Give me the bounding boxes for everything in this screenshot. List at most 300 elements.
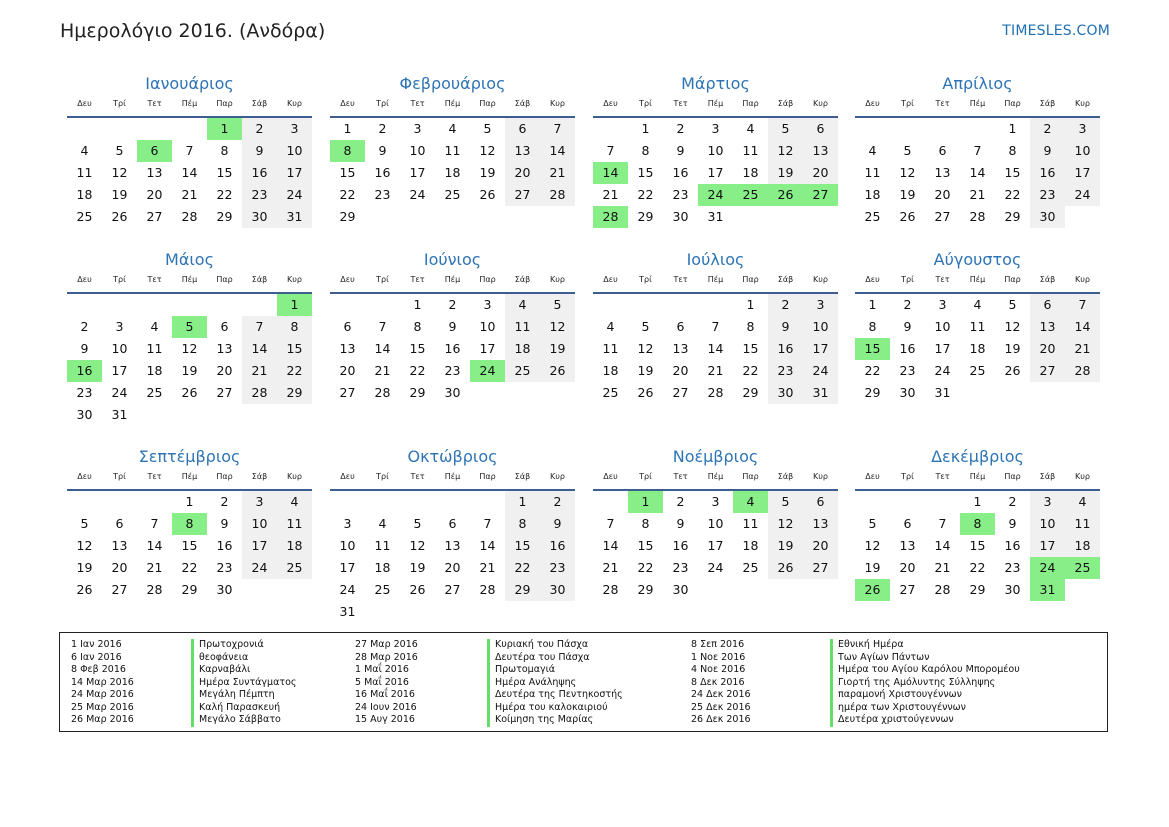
weekday-label: Σάβ	[514, 472, 531, 481]
weekday-label: Πέμ	[707, 99, 724, 108]
weekday-label: Δευ	[77, 472, 92, 481]
day-cell: 19	[409, 560, 426, 575]
day-cell: 10	[707, 143, 724, 158]
day-cell: 21	[602, 187, 619, 202]
day-cell: 14	[593, 162, 628, 184]
legend-holiday-name: Κοίμηση της Μαρίας	[487, 714, 623, 727]
day-cell: 1	[746, 297, 755, 312]
day-cell: 24	[339, 582, 356, 597]
day-cell: 16	[67, 360, 102, 382]
day-cell: 19	[768, 535, 803, 557]
day-cell: 12	[768, 140, 803, 162]
weekday-label: Κυρ	[550, 275, 565, 284]
weekday-label: Τρί	[113, 275, 126, 284]
day-cell: 6	[220, 319, 229, 334]
weekday-label: Σάβ	[1039, 99, 1056, 108]
empty-cell	[593, 294, 628, 316]
day-cell: 16	[540, 535, 575, 557]
legend-date: 1 Ιαν 2016	[71, 639, 122, 650]
day-cell: 1	[505, 491, 540, 513]
day-cell: 27	[339, 385, 356, 400]
legend-holiday-name: Ημέρα Συντάγματος	[191, 677, 296, 690]
day-cell: 26	[855, 579, 890, 601]
day-cell: 11	[742, 516, 759, 531]
legend-date: 26 Δεκ 2016	[691, 714, 751, 725]
day-grid	[330, 294, 575, 404]
day-cell: 18	[76, 187, 93, 202]
empty-cell	[855, 491, 890, 513]
day-cell: 8	[746, 319, 755, 334]
day-cell: 14	[969, 165, 986, 180]
day-cell: 1	[1008, 121, 1017, 136]
day-cell: 23	[540, 557, 575, 579]
legend-holiday-name: Δευτέρα του Πάσχα	[487, 652, 623, 665]
day-cell: 24	[409, 187, 426, 202]
legend-date: 4 Νοε 2016	[691, 664, 746, 675]
legend-date: 24 Δεκ 2016	[691, 689, 751, 700]
day-cell: 19	[864, 560, 881, 575]
day-cell: 4	[733, 491, 768, 513]
brand-link[interactable]: TIMESLES.COM	[1002, 23, 1110, 39]
day-cell: 24	[698, 184, 733, 206]
day-cell: 13	[505, 140, 540, 162]
day-cell: 19	[899, 187, 916, 202]
day-cell: 29	[277, 382, 312, 404]
day-cell: 20	[672, 363, 689, 378]
day-cell: 8	[505, 513, 540, 535]
day-cell: 8	[868, 319, 877, 334]
day-cell: 25	[76, 209, 93, 224]
day-cell: 28	[181, 209, 198, 224]
day-cell: 12	[768, 513, 803, 535]
day-cell: 27	[146, 209, 163, 224]
day-cell: 26	[181, 385, 198, 400]
day-cell: 16	[768, 338, 803, 360]
weekday-label: Σάβ	[1039, 472, 1056, 481]
weekday-label: Σάβ	[1039, 275, 1056, 284]
day-cell: 26	[111, 209, 128, 224]
day-cell: 27	[803, 184, 838, 206]
day-cell: 29	[181, 582, 198, 597]
empty-cell	[67, 118, 102, 140]
day-cell: 1	[413, 297, 422, 312]
day-cell: 2	[242, 118, 277, 140]
day-cell: 6	[115, 516, 124, 531]
weekday-label: Σάβ	[777, 472, 794, 481]
day-cell: 22	[505, 557, 540, 579]
legend-date: 6 Ιαν 2016	[71, 651, 122, 663]
day-cell: 20	[934, 187, 951, 202]
weekday-header	[67, 271, 312, 294]
day-cell: 3	[277, 118, 312, 140]
day-cell: 8	[172, 513, 207, 535]
day-cell: 20	[146, 187, 163, 202]
legend-date: 28 Μαρ 2016	[355, 651, 418, 663]
weekday-label: Δευ	[603, 275, 618, 284]
legend-date: 24 Μαρ 2016	[71, 689, 134, 700]
legend-date: 1 Νοε 2016	[691, 651, 746, 663]
day-cell: 9	[80, 341, 89, 356]
day-cell: 16	[672, 538, 689, 553]
weekday-header	[855, 95, 1100, 118]
day-cell: 4	[505, 294, 540, 316]
day-cell: 17	[1030, 535, 1065, 557]
day-cell: 22	[637, 187, 654, 202]
day-cell: 25	[444, 187, 461, 202]
weekday-label: Κυρ	[287, 275, 302, 284]
weekday-label: Δευ	[603, 99, 618, 108]
legend-dates-col-3	[691, 639, 751, 727]
day-cell: 20	[339, 363, 356, 378]
day-cell: 31	[707, 209, 724, 224]
weekday-label: Πέμ	[444, 99, 461, 108]
month-name: Σεπτέμβριος	[138, 447, 241, 466]
day-cell: 20	[444, 560, 461, 575]
day-cell: 8	[641, 143, 650, 158]
day-cell: 3	[1030, 491, 1065, 513]
day-grid	[593, 491, 838, 601]
day-cell: 24	[934, 363, 951, 378]
weekday-label: Κυρ	[287, 99, 302, 108]
day-cell: 24	[242, 557, 277, 579]
day-cell: 11	[277, 513, 312, 535]
weekday-label: Τρί	[113, 472, 126, 481]
day-cell: 7	[185, 143, 194, 158]
day-cell: 10	[409, 143, 426, 158]
day-cell: 5	[540, 294, 575, 316]
day-cell: 13	[672, 341, 689, 356]
day-cell: 23	[216, 560, 233, 575]
day-cell: 24	[470, 360, 505, 382]
day-cell: 2	[903, 297, 912, 312]
day-cell: 29	[339, 209, 356, 224]
day-cell: 6	[448, 516, 457, 531]
day-cell: 19	[111, 187, 128, 202]
empty-cell	[172, 294, 207, 316]
weekday-label: Τετ	[410, 275, 425, 284]
month-name: Οκτώβριος	[407, 447, 498, 466]
empty-cell	[137, 491, 172, 513]
legend-holiday-name: Ημέρα του καλοκαιριού	[487, 702, 623, 715]
day-cell: 26	[768, 557, 803, 579]
day-cell: 14	[540, 140, 575, 162]
day-cell: 15	[277, 338, 312, 360]
empty-cell	[330, 491, 365, 513]
legend-date: 16 Μαΐ 2016	[355, 689, 415, 700]
day-cell: 14	[934, 538, 951, 553]
day-grid	[855, 491, 1100, 601]
month-name: Μάιος	[165, 250, 214, 269]
day-cell: 2	[1030, 118, 1065, 140]
day-cell: 16	[1004, 538, 1021, 553]
day-cell: 9	[540, 513, 575, 535]
empty-cell	[242, 294, 277, 316]
day-cell: 3	[242, 491, 277, 513]
legend-holiday-name: θεοφάνεια	[191, 652, 296, 665]
day-cell: 4	[150, 319, 159, 334]
month-calendar	[330, 73, 575, 228]
day-cell: 11	[969, 319, 986, 334]
day-cell: 10	[111, 341, 128, 356]
day-cell: 2	[220, 494, 229, 509]
day-cell: 27	[803, 557, 838, 579]
month-calendar	[593, 73, 838, 228]
day-cell: 13	[146, 165, 163, 180]
day-cell: 19	[181, 363, 198, 378]
weekday-label: Παρ	[216, 472, 233, 481]
day-cell: 22	[277, 360, 312, 382]
day-cell: 23	[768, 360, 803, 382]
day-cell: 13	[444, 538, 461, 553]
day-cell: 15	[216, 165, 233, 180]
legend-holiday-name: Καλή Παρασκευή	[191, 702, 296, 715]
day-cell: 17	[707, 538, 724, 553]
weekday-label: Δευ	[865, 275, 880, 284]
day-cell: 25	[505, 360, 540, 382]
month-calendar	[855, 249, 1100, 404]
day-cell: 28	[934, 582, 951, 597]
day-cell: 9	[903, 319, 912, 334]
legend-date: 8 Φεβ 2016	[71, 664, 126, 675]
day-cell: 29	[409, 385, 426, 400]
day-cell: 10	[1065, 140, 1100, 162]
day-cell: 26	[409, 582, 426, 597]
day-cell: 3	[711, 121, 720, 136]
weekday-label: Κυρ	[550, 472, 565, 481]
day-cell: 3	[413, 121, 422, 136]
day-cell: 14	[479, 538, 496, 553]
day-cell: 20	[803, 535, 838, 557]
day-cell: 24	[1065, 184, 1100, 206]
day-cell: 11	[444, 143, 461, 158]
weekday-label: Σάβ	[514, 99, 531, 108]
day-cell: 22	[339, 187, 356, 202]
weekday-label: Τετ	[935, 275, 950, 284]
weekday-label: Παρ	[1004, 472, 1021, 481]
weekday-label: Τετ	[410, 472, 425, 481]
legend-holiday-name: ημέρα των Χριστουγέννων	[830, 702, 1020, 715]
day-cell: 3	[483, 297, 492, 312]
day-cell: 31	[1030, 579, 1065, 601]
day-cell: 7	[242, 316, 277, 338]
day-cell: 13	[899, 538, 916, 553]
day-cell: 13	[339, 341, 356, 356]
day-cell: 29	[969, 582, 986, 597]
day-cell: 5	[1008, 297, 1017, 312]
day-cell: 4	[80, 143, 89, 158]
day-cell: 16	[672, 165, 689, 180]
day-cell: 22	[409, 363, 426, 378]
day-cell: 28	[707, 385, 724, 400]
day-cell: 3	[803, 294, 838, 316]
empty-cell	[663, 294, 698, 316]
day-cell: 15	[409, 341, 426, 356]
month-name: Μάρτιος	[681, 74, 750, 93]
day-cell: 31	[803, 382, 838, 404]
empty-cell	[855, 118, 890, 140]
weekday-header	[855, 271, 1100, 294]
day-cell: 15	[505, 535, 540, 557]
day-cell: 17	[934, 341, 951, 356]
month-calendar	[330, 446, 575, 623]
day-cell: 27	[899, 582, 916, 597]
weekday-label: Πέμ	[707, 472, 724, 481]
legend-holiday-name: Μεγάλη Πέμπτη	[191, 689, 296, 702]
day-cell: 12	[409, 538, 426, 553]
empty-cell	[365, 491, 400, 513]
day-cell: 28	[1065, 360, 1100, 382]
day-cell: 11	[1065, 513, 1100, 535]
legend-names-col-2	[487, 639, 623, 727]
day-cell: 25	[864, 209, 881, 224]
legend-date: 14 Μαρ 2016	[71, 676, 134, 688]
day-cell: 12	[540, 316, 575, 338]
legend-holiday-name: Δευτέρα χριστούγεννων	[830, 714, 1020, 727]
day-cell: 19	[479, 165, 496, 180]
day-cell: 4	[606, 319, 615, 334]
day-cell: 13	[216, 341, 233, 356]
weekday-label: Παρ	[742, 99, 759, 108]
day-cell: 27	[444, 582, 461, 597]
empty-cell	[470, 491, 505, 513]
empty-cell	[960, 118, 995, 140]
weekday-label: Τετ	[673, 472, 688, 481]
day-cell: 19	[637, 363, 654, 378]
day-cell: 26	[76, 582, 93, 597]
weekday-label: Τρί	[901, 99, 914, 108]
weekday-label: Παρ	[479, 472, 496, 481]
day-cell: 1	[277, 294, 312, 316]
day-cell: 25	[1065, 557, 1100, 579]
legend-date: 8 Δεκ 2016	[691, 676, 745, 688]
day-cell: 9	[676, 516, 685, 531]
day-cell: 26	[899, 209, 916, 224]
weekday-label: Κυρ	[550, 99, 565, 108]
day-cell: 14	[181, 165, 198, 180]
empty-cell	[925, 118, 960, 140]
day-cell: 28	[479, 582, 496, 597]
day-cell: 9	[1008, 516, 1017, 531]
day-cell: 8	[413, 319, 422, 334]
day-cell: 11	[146, 341, 163, 356]
empty-cell	[137, 294, 172, 316]
day-cell: 28	[602, 582, 619, 597]
weekday-header	[593, 271, 838, 294]
day-cell: 18	[1065, 535, 1100, 557]
day-cell: 23	[76, 385, 93, 400]
day-cell: 10	[479, 319, 496, 334]
weekday-label: Τρί	[901, 472, 914, 481]
legend-date: 25 Δεκ 2016	[691, 701, 751, 713]
legend-date: 25 Μαρ 2016	[71, 701, 134, 713]
month-name: Αύγουστος	[933, 250, 1022, 269]
day-cell: 9	[448, 319, 457, 334]
day-cell: 21	[707, 363, 724, 378]
day-cell: 1	[973, 494, 982, 509]
legend-holiday-name: Πρωτοχρονιά	[191, 639, 296, 652]
day-cell: 7	[606, 143, 615, 158]
empty-cell	[67, 294, 102, 316]
day-cell: 21	[540, 162, 575, 184]
day-cell: 14	[707, 341, 724, 356]
day-cell: 19	[540, 338, 575, 360]
weekday-label: Δευ	[340, 99, 355, 108]
day-cell: 8	[330, 140, 365, 162]
day-cell: 11	[742, 143, 759, 158]
day-cell: 15	[637, 165, 654, 180]
day-cell: 12	[864, 538, 881, 553]
day-cell: 8	[1008, 143, 1017, 158]
day-cell: 10	[339, 538, 356, 553]
legend-dates-col-2	[355, 639, 418, 727]
day-cell: 1	[207, 118, 242, 140]
day-cell: 30	[1004, 582, 1021, 597]
day-cell: 17	[1065, 162, 1100, 184]
day-cell: 31	[111, 407, 128, 422]
day-cell: 17	[479, 341, 496, 356]
day-cell: 17	[803, 338, 838, 360]
day-cell: 17	[277, 162, 312, 184]
weekday-label: Κυρ	[813, 275, 828, 284]
day-cell: 27	[216, 385, 233, 400]
legend-date: 8 Σεπ 2016	[691, 639, 745, 650]
day-cell: 15	[1004, 165, 1021, 180]
weekday-label: Πέμ	[444, 472, 461, 481]
empty-cell	[925, 491, 960, 513]
weekday-label: Τετ	[147, 275, 162, 284]
day-cell: 18	[742, 165, 759, 180]
day-cell: 18	[602, 363, 619, 378]
day-cell: 9	[220, 516, 229, 531]
day-cell: 15	[855, 338, 890, 360]
day-cell: 13	[934, 165, 951, 180]
day-grid	[67, 491, 312, 601]
day-cell: 17	[111, 363, 128, 378]
weekday-label: Τρί	[639, 99, 652, 108]
day-cell: 29	[742, 385, 759, 400]
weekday-label: Παρ	[1004, 99, 1021, 108]
weekday-label: Σάβ	[514, 275, 531, 284]
day-cell: 14	[1065, 316, 1100, 338]
weekday-label: Πέμ	[181, 275, 198, 284]
day-cell: 4	[277, 491, 312, 513]
day-cell: 6	[505, 118, 540, 140]
day-cell: 5	[768, 118, 803, 140]
weekday-label: Παρ	[216, 99, 233, 108]
day-cell: 29	[216, 209, 233, 224]
day-cell: 14	[374, 341, 391, 356]
day-cell: 25	[277, 557, 312, 579]
weekday-label: Παρ	[479, 275, 496, 284]
weekday-label: Τρί	[901, 275, 914, 284]
day-cell: 30	[672, 209, 689, 224]
empty-cell	[102, 491, 137, 513]
empty-cell	[628, 294, 663, 316]
day-cell: 31	[934, 385, 951, 400]
day-cell: 8	[220, 143, 229, 158]
day-cell: 9	[1030, 140, 1065, 162]
day-cell: 28	[593, 206, 628, 228]
day-cell: 19	[76, 560, 93, 575]
month-calendar	[67, 73, 312, 228]
weekday-header	[67, 468, 312, 491]
day-cell: 6	[938, 143, 947, 158]
month-name: Ιούλιος	[686, 250, 745, 269]
weekday-label: Τετ	[410, 99, 425, 108]
day-cell: 8	[277, 316, 312, 338]
day-cell: 25	[602, 385, 619, 400]
day-cell: 27	[934, 209, 951, 224]
